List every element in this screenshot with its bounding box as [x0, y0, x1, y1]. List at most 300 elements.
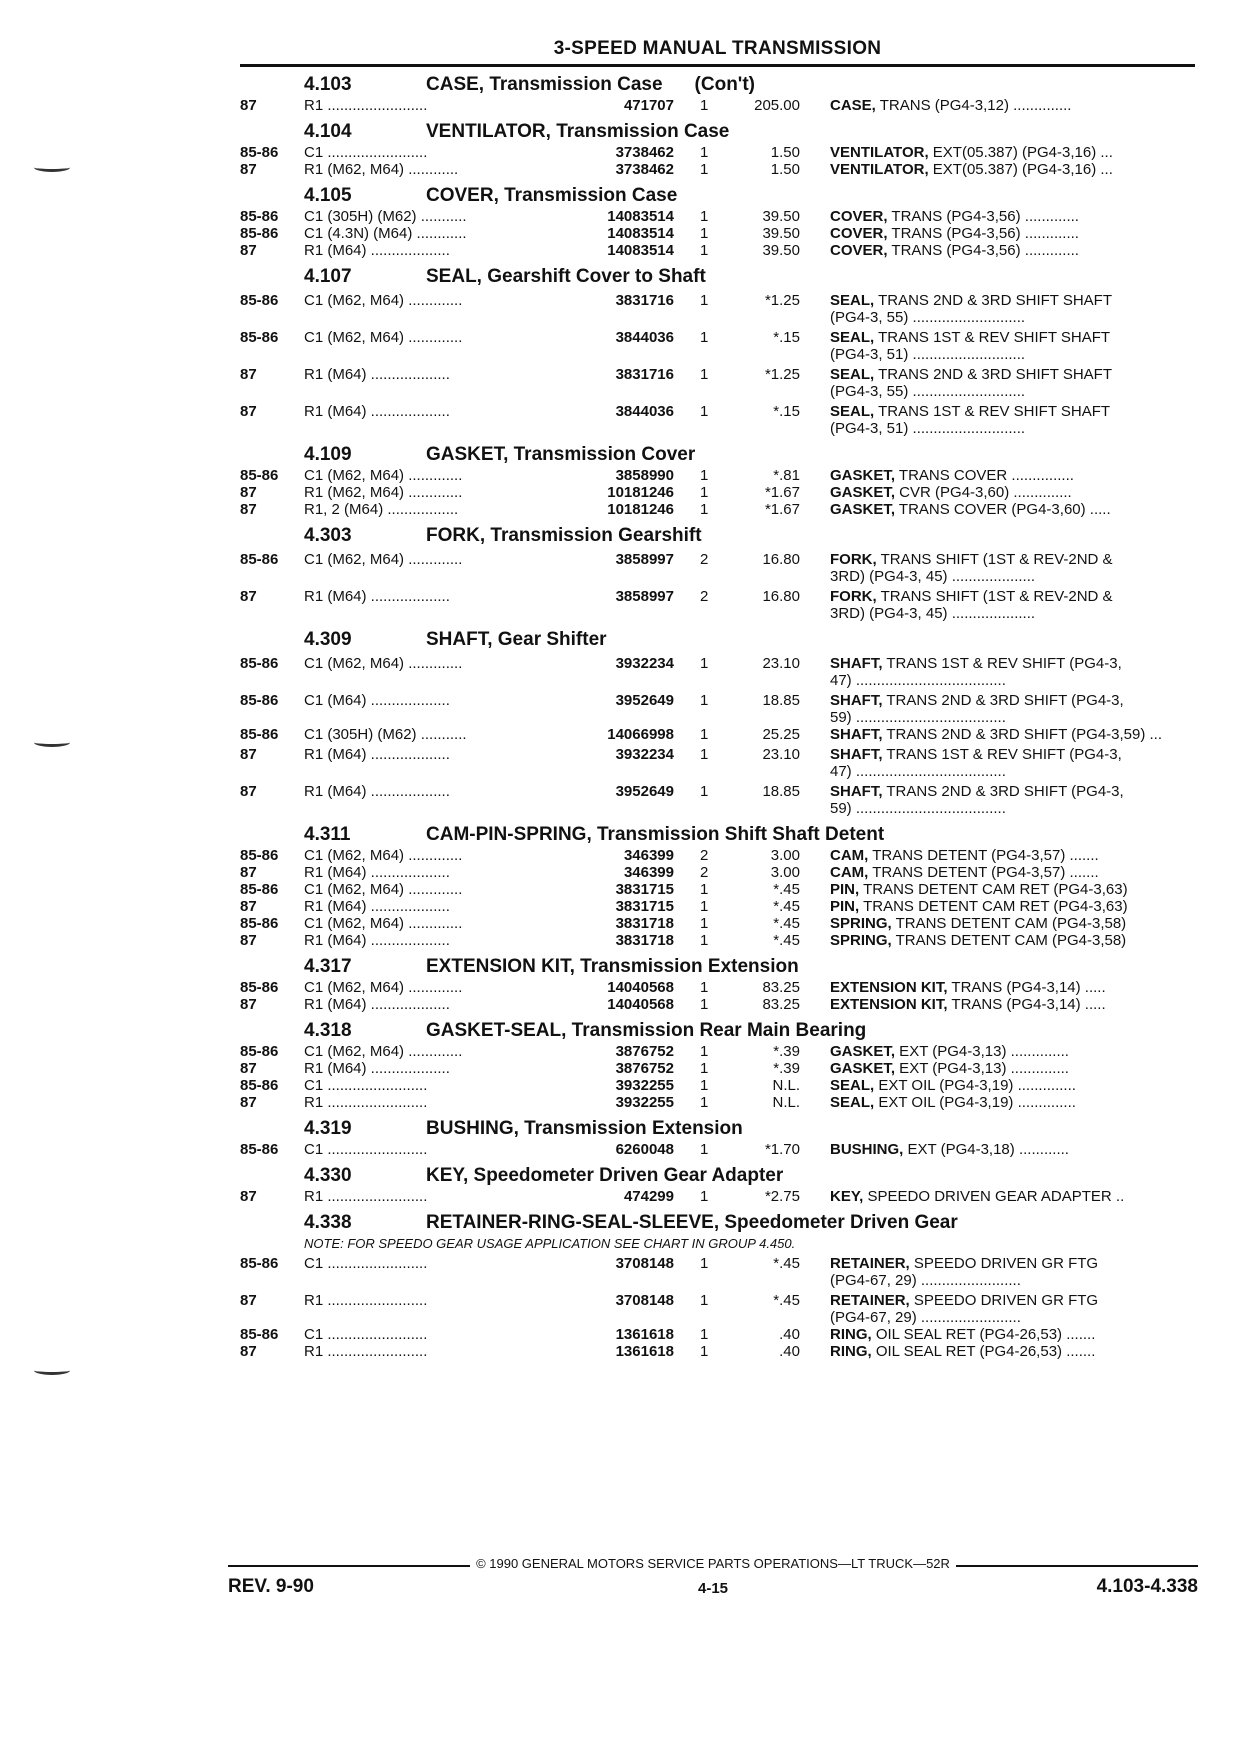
- quantity: 1: [700, 783, 709, 800]
- part-number: 3738462: [615, 161, 674, 178]
- copyright-text: © 1990 GENERAL MOTORS SERVICE PARTS OPERATIONS—LT TRUCK—52R: [470, 1556, 956, 1571]
- section-number: 4.317: [304, 956, 352, 977]
- description-keyword: GASKET,: [830, 501, 896, 518]
- description: [830, 692, 1200, 726]
- description-keyword: SEAL,: [830, 1077, 875, 1094]
- parts-row: [240, 1188, 1195, 1205]
- model-year: 85-86: [240, 655, 279, 672]
- part-number: 10181246: [607, 501, 674, 518]
- section-name: VENTILATOR, Transmission Case: [426, 121, 730, 142]
- model-year: 87: [240, 97, 257, 114]
- price: N.L.: [772, 1077, 800, 1094]
- model-code: R1 (M64) ...................: [304, 996, 450, 1013]
- part-number: 14083514: [607, 208, 674, 225]
- price: 16.80: [762, 551, 800, 568]
- description-continued: (PG4-3, 51) ...........................: [830, 346, 1026, 363]
- description: [830, 979, 1200, 996]
- description-keyword: SEAL,: [830, 366, 875, 383]
- continued-label: (Con't): [694, 74, 755, 95]
- section-4-318: [240, 1017, 1195, 1111]
- model-code: C1 (4.3N) (M64) ............: [304, 225, 467, 242]
- model-code: C1 ........................: [304, 1141, 428, 1158]
- quantity: 1: [700, 898, 709, 915]
- description: [830, 225, 1200, 242]
- description-keyword: EXTENSION KIT,: [830, 996, 948, 1013]
- description: [830, 467, 1200, 484]
- description: [830, 1043, 1200, 1060]
- parts-row: [240, 161, 1195, 178]
- parts-row: [240, 898, 1195, 915]
- parts-row: [240, 329, 1195, 363]
- section-number: 4.103: [304, 74, 352, 95]
- catalog-page: [240, 38, 1195, 1360]
- description-keyword: PIN,: [830, 881, 860, 898]
- section-number: 4.105: [304, 185, 352, 206]
- model-year: 85-86: [240, 847, 279, 864]
- section-number: 4.330: [304, 1165, 352, 1186]
- part-number: 3876752: [615, 1060, 674, 1077]
- quantity: 1: [700, 979, 709, 996]
- section-4-104: [240, 118, 1195, 178]
- parts-row: [240, 366, 1195, 400]
- model-year: 85-86: [240, 1255, 279, 1272]
- quantity: 1: [700, 292, 709, 309]
- section-title: [240, 182, 1195, 208]
- price: 39.50: [762, 242, 800, 259]
- description-text: TRANS DETENT CAM RET (PG4-3,63): [859, 898, 1128, 915]
- parts-row: [240, 1255, 1195, 1289]
- parts-row: [240, 144, 1195, 161]
- section-4-317: [240, 953, 1195, 1013]
- price: 83.25: [762, 979, 800, 996]
- section-name: FORK, Transmission Gearshift: [426, 525, 702, 546]
- description-keyword: CAM,: [830, 864, 869, 881]
- parts-row: [240, 1292, 1195, 1326]
- description-text: TRANS SHIFT (1ST & REV-2ND &: [876, 551, 1113, 568]
- description-text: TRANS (PG4-3,14) .....: [947, 979, 1106, 996]
- price: .40: [779, 1326, 800, 1343]
- quantity: 1: [700, 161, 709, 178]
- part-number: 3831718: [615, 915, 674, 932]
- description-text: TRANS 2ND & 3RD SHIFT SHAFT: [874, 292, 1113, 309]
- section-title: [240, 953, 1195, 979]
- section-name: SHAFT, Gear Shifter: [426, 629, 607, 650]
- description: [830, 97, 1200, 114]
- description: [830, 1060, 1200, 1077]
- model-code: C1 ........................: [304, 1077, 428, 1094]
- model-year: 85-86: [240, 551, 279, 568]
- description-continued: 59) ....................................: [830, 800, 1006, 817]
- description-text: TRANS COVER ...............: [895, 467, 1074, 484]
- part-number: 3708148: [615, 1292, 674, 1309]
- section-title: [240, 1209, 1195, 1235]
- model-year: 85-86: [240, 292, 279, 309]
- price: *.39: [773, 1060, 800, 1077]
- model-year: 85-86: [240, 1326, 279, 1343]
- revision-label: REV. 9-90: [228, 1576, 314, 1597]
- description-keyword: SEAL,: [830, 292, 875, 309]
- description-continued: 59) ....................................: [830, 709, 1006, 726]
- description: [830, 588, 1200, 622]
- part-number: 14040568: [607, 996, 674, 1013]
- quantity: 1: [700, 726, 709, 743]
- part-number: 14066998: [607, 726, 674, 743]
- price: 18.85: [762, 692, 800, 709]
- model-code: C1 (M62, M64) .............: [304, 979, 463, 996]
- description-text: TRANS 2ND & 3RD SHIFT (PG4-3,59) ...: [882, 726, 1163, 743]
- section-number: 4.303: [304, 525, 352, 546]
- description-keyword: COVER,: [830, 242, 888, 259]
- part-number: 3932255: [615, 1094, 674, 1111]
- price: *1.25: [764, 366, 800, 383]
- model-code: R1 (M64) ...................: [304, 746, 450, 763]
- model-year: 85-86: [240, 915, 279, 932]
- description-text: TRANS 1ST & REV SHIFT SHAFT: [874, 329, 1111, 346]
- description-keyword: SHAFT,: [830, 783, 883, 800]
- description-text: EXT OIL (PG4-3,19) ..............: [874, 1077, 1076, 1094]
- price: *.15: [773, 403, 800, 420]
- model-code: C1 ........................: [304, 1255, 428, 1272]
- price: N.L.: [772, 1094, 800, 1111]
- description-text: TRANS 2ND & 3RD SHIFT (PG4-3,: [882, 783, 1124, 800]
- parts-row: [240, 996, 1195, 1013]
- section-number: 4.107: [304, 266, 352, 287]
- description: [830, 484, 1200, 501]
- description-keyword: FORK,: [830, 551, 877, 568]
- model-year: 87: [240, 996, 257, 1013]
- price: 25.25: [762, 726, 800, 743]
- price: 83.25: [762, 996, 800, 1013]
- description: [830, 726, 1200, 743]
- part-number: 3932255: [615, 1077, 674, 1094]
- price: 18.85: [762, 783, 800, 800]
- part-number: 3858997: [615, 588, 674, 605]
- model-year: 87: [240, 588, 257, 605]
- description-keyword: SPRING,: [830, 932, 892, 949]
- model-year: 85-86: [240, 1141, 279, 1158]
- part-number: 3844036: [615, 329, 674, 346]
- model-code: R1 ........................: [304, 1094, 428, 1111]
- quantity: 1: [700, 932, 709, 949]
- parts-row: [240, 847, 1195, 864]
- description-text: TRANS DETENT (PG4-3,57) .......: [868, 864, 1099, 881]
- model-year: 87: [240, 1094, 257, 1111]
- parts-row: [240, 1043, 1195, 1060]
- price: 205.00: [754, 97, 800, 114]
- parts-row: [240, 655, 1195, 689]
- model-year: 87: [240, 161, 257, 178]
- description: [830, 898, 1200, 915]
- section-title: [240, 522, 1195, 548]
- parts-row: [240, 979, 1195, 996]
- quantity: 1: [700, 225, 709, 242]
- model-year: 87: [240, 783, 257, 800]
- price: *.45: [773, 881, 800, 898]
- model-year: 85-86: [240, 979, 279, 996]
- section-4-107: [240, 263, 1195, 437]
- parts-row: [240, 1094, 1195, 1111]
- description-text: SPEEDO DRIVEN GR FTG: [909, 1292, 1099, 1309]
- description-continued: (PG4-3, 55) ...........................: [830, 383, 1026, 400]
- parts-row: [240, 551, 1195, 585]
- description: [830, 915, 1200, 932]
- model-year: 85-86: [240, 726, 279, 743]
- description-keyword: SEAL,: [830, 329, 875, 346]
- model-year: 85-86: [240, 1043, 279, 1060]
- model-year: 85-86: [240, 329, 279, 346]
- description: [830, 1343, 1200, 1360]
- description: [830, 366, 1200, 400]
- part-number: 3831715: [615, 898, 674, 915]
- parts-row: [240, 746, 1195, 780]
- description-text: TRANS 1ST & REV SHIFT (PG4-3,: [882, 746, 1122, 763]
- section-name: SEAL, Gearshift Cover to Shaft: [426, 266, 706, 287]
- section-name: GASKET-SEAL, Transmission Rear Main Bearing: [426, 1020, 867, 1041]
- description-text: CVR (PG4-3,60) ..............: [895, 484, 1072, 501]
- quantity: 1: [700, 1094, 709, 1111]
- quantity: 1: [700, 501, 709, 518]
- model-code: C1 ........................: [304, 144, 428, 161]
- section-title: [240, 1017, 1195, 1043]
- section-4-303: [240, 522, 1195, 622]
- quantity: 1: [700, 208, 709, 225]
- model-year: 87: [240, 501, 257, 518]
- model-code: R1 (M64) ...................: [304, 898, 450, 915]
- model-code: C1 (M62, M64) .............: [304, 292, 463, 309]
- section-note: NOTE: FOR SPEEDO GEAR USAGE APPLICATION SEE CHART IN GROUP 4.450.: [304, 1236, 796, 1251]
- parts-row: [240, 467, 1195, 484]
- description-text: EXT (PG4-3,13) ..............: [895, 1060, 1069, 1077]
- description: [830, 864, 1200, 881]
- description-keyword: RING,: [830, 1343, 872, 1360]
- model-code: C1 (M62, M64) .............: [304, 467, 463, 484]
- description-text: TRANS 2ND & 3RD SHIFT (PG4-3,: [882, 692, 1124, 709]
- description-keyword: KEY,: [830, 1188, 864, 1205]
- description-keyword: GASKET,: [830, 1060, 896, 1077]
- model-code: R1, 2 (M64) .................: [304, 501, 459, 518]
- model-year: 87: [240, 864, 257, 881]
- description: [830, 783, 1200, 817]
- part-number: 3932234: [615, 655, 674, 672]
- description-text: EXT(05.387) (PG4-3,16) ...: [928, 144, 1113, 161]
- description-keyword: COVER,: [830, 225, 888, 242]
- price: *.45: [773, 932, 800, 949]
- description-text: TRANS DETENT CAM (PG4-3,58): [891, 932, 1127, 949]
- part-number: 346399: [623, 864, 674, 881]
- description-text: OIL SEAL RET (PG4-26,53) .......: [871, 1326, 1096, 1343]
- description-continued: 47) ....................................: [830, 672, 1006, 689]
- description-text: TRANS (PG4-3,56) .............: [887, 208, 1079, 225]
- description-keyword: SHAFT,: [830, 692, 883, 709]
- model-code: R1 (M62, M64) .............: [304, 484, 463, 501]
- description-text: TRANS SHIFT (1ST & REV-2ND &: [876, 588, 1113, 605]
- section-name: GASKET, Transmission Cover: [426, 444, 696, 465]
- price: 1.50: [770, 144, 800, 161]
- part-number: 1361618: [615, 1343, 674, 1360]
- part-number: 3738462: [615, 144, 674, 161]
- section-name: CAM-PIN-SPRING, Transmission Shift Shaft Detent: [426, 824, 885, 845]
- section-name: KEY, Speedometer Driven Gear Adapter: [426, 1165, 784, 1186]
- price: 39.50: [762, 225, 800, 242]
- price: *.45: [773, 915, 800, 932]
- parts-row: [240, 1326, 1195, 1343]
- price: 23.10: [762, 655, 800, 672]
- model-code: C1 (M64) ...................: [304, 692, 450, 709]
- description-text: SPEEDO DRIVEN GEAR ADAPTER ..: [863, 1188, 1125, 1205]
- description-continued: (PG4-67, 29) ........................: [830, 1272, 1021, 1289]
- price: *.15: [773, 329, 800, 346]
- quantity: 1: [700, 655, 709, 672]
- part-number: 3858997: [615, 551, 674, 568]
- quantity: 1: [700, 1326, 709, 1343]
- price: 39.50: [762, 208, 800, 225]
- model-code: R1 (M64) ...................: [304, 366, 450, 383]
- part-number: 3844036: [615, 403, 674, 420]
- price: 23.10: [762, 746, 800, 763]
- quantity: 1: [700, 144, 709, 161]
- page-footer: [228, 1556, 1198, 1600]
- description-continued: 3RD) (PG4-3, 45) ....................: [830, 605, 1036, 622]
- description: [830, 881, 1200, 898]
- description-text: TRANS (PG4-3,14) .....: [947, 996, 1106, 1013]
- description-text: EXT OIL (PG4-3,19) ..............: [874, 1094, 1076, 1111]
- copyright-line: [228, 1556, 1198, 1574]
- model-code: R1 (M64) ...................: [304, 864, 450, 881]
- quantity: 1: [700, 996, 709, 1013]
- description-keyword: SHAFT,: [830, 726, 883, 743]
- section-number: 4.311: [304, 824, 351, 845]
- description-text: SPEEDO DRIVEN GR FTG: [909, 1255, 1099, 1272]
- part-number: 3876752: [615, 1043, 674, 1060]
- quantity: 1: [700, 329, 709, 346]
- model-code: C1 (M62, M64) .............: [304, 847, 463, 864]
- quantity: 1: [700, 1292, 709, 1309]
- section-title: [240, 263, 1195, 289]
- section-number: 4.319: [304, 1118, 352, 1139]
- parts-row: [240, 292, 1195, 326]
- section-title: [240, 71, 1195, 97]
- model-code: C1 (305H) (M62) ...........: [304, 208, 467, 225]
- section-title: [240, 441, 1195, 467]
- description-keyword: SPRING,: [830, 915, 892, 932]
- parts-row: [240, 242, 1195, 259]
- section-4-338: [240, 1209, 1195, 1360]
- price: 3.00: [770, 864, 800, 881]
- description-text: TRANS (PG4-3,12) ..............: [875, 97, 1072, 114]
- model-code: R1 (M64) ...................: [304, 1060, 450, 1077]
- description: [830, 551, 1200, 585]
- price: .40: [779, 1343, 800, 1360]
- description-continued: (PG4-67, 29) ........................: [830, 1309, 1021, 1326]
- parts-row: [240, 692, 1195, 726]
- section-title: [240, 626, 1195, 652]
- quantity: 2: [700, 864, 709, 881]
- description-keyword: SHAFT,: [830, 746, 883, 763]
- quantity: 1: [700, 1141, 709, 1158]
- model-year: 87: [240, 484, 257, 501]
- model-code: R1 (M64) ...................: [304, 783, 450, 800]
- part-number: 1361618: [615, 1326, 674, 1343]
- description-keyword: SHAFT,: [830, 655, 883, 672]
- part-number: 3708148: [615, 1255, 674, 1272]
- description-keyword: PIN,: [830, 898, 860, 915]
- part-number: 3932234: [615, 746, 674, 763]
- quantity: 1: [700, 915, 709, 932]
- description: [830, 1292, 1200, 1326]
- section-name: BUSHING, Transmission Extension: [426, 1118, 743, 1139]
- quantity: 1: [700, 881, 709, 898]
- part-number: 3831718: [615, 932, 674, 949]
- model-code: C1 (M62, M64) .............: [304, 329, 463, 346]
- section-range: 4.103-4.338: [1096, 1576, 1198, 1597]
- description: [830, 329, 1200, 363]
- quantity: 2: [700, 847, 709, 864]
- section-name: RETAINER-RING-SEAL-SLEEVE, Speedometer Driven Gear: [426, 1212, 958, 1233]
- quantity: 1: [700, 366, 709, 383]
- quantity: 1: [700, 746, 709, 763]
- model-code: R1 (M64) ...................: [304, 242, 450, 259]
- section-number: 4.318: [304, 1020, 352, 1041]
- description: [830, 144, 1200, 161]
- section-4-330: [240, 1162, 1195, 1205]
- description-keyword: CASE,: [830, 97, 876, 114]
- price: *1.67: [764, 484, 800, 501]
- parts-row: [240, 484, 1195, 501]
- parts-row: [240, 588, 1195, 622]
- description-keyword: SEAL,: [830, 1094, 875, 1111]
- description-keyword: GASKET,: [830, 484, 896, 501]
- model-code: C1 ........................: [304, 1326, 428, 1343]
- description-keyword: VENTILATOR,: [830, 144, 929, 161]
- description-keyword: RETAINER,: [830, 1255, 910, 1272]
- part-number: 14083514: [607, 225, 674, 242]
- description-keyword: GASKET,: [830, 1043, 896, 1060]
- margin-mark: [34, 163, 70, 172]
- description: [830, 746, 1200, 780]
- model-code: C1 (305H) (M62) ...........: [304, 726, 467, 743]
- price: 3.00: [770, 847, 800, 864]
- quantity: 1: [700, 1077, 709, 1094]
- description: [830, 932, 1200, 949]
- section-number: 4.104: [304, 121, 352, 142]
- section-name: COVER, Transmission Case: [426, 185, 678, 206]
- description-keyword: RETAINER,: [830, 1292, 910, 1309]
- parts-row: [240, 932, 1195, 949]
- description: [830, 208, 1200, 225]
- description: [830, 501, 1200, 518]
- section-4-311: [240, 821, 1195, 949]
- model-code: R1 (M64) ...................: [304, 588, 450, 605]
- description-text: TRANS DETENT CAM (PG4-3,58): [891, 915, 1127, 932]
- parts-row: [240, 915, 1195, 932]
- model-code: C1 (M62, M64) .............: [304, 915, 463, 932]
- section-number: 4.338: [304, 1212, 352, 1233]
- description-continued: (PG4-3, 55) ...........................: [830, 309, 1026, 326]
- model-year: 87: [240, 1343, 257, 1360]
- model-code: R1 ........................: [304, 1188, 428, 1205]
- part-number: 3952649: [615, 692, 674, 709]
- parts-row: [240, 97, 1195, 114]
- page-header: 3-SPEED MANUAL TRANSMISSION: [240, 38, 1195, 67]
- description: [830, 1255, 1200, 1289]
- description-text: TRANS DETENT (PG4-3,57) .......: [868, 847, 1099, 864]
- description-text: TRANS COVER (PG4-3,60) .....: [895, 501, 1111, 518]
- margin-mark: [34, 1366, 70, 1375]
- page-number: 4-15: [697, 1580, 729, 1597]
- section-number: 4.109: [304, 444, 352, 465]
- quantity: 1: [700, 1060, 709, 1077]
- model-code: R1 (M64) ...................: [304, 932, 450, 949]
